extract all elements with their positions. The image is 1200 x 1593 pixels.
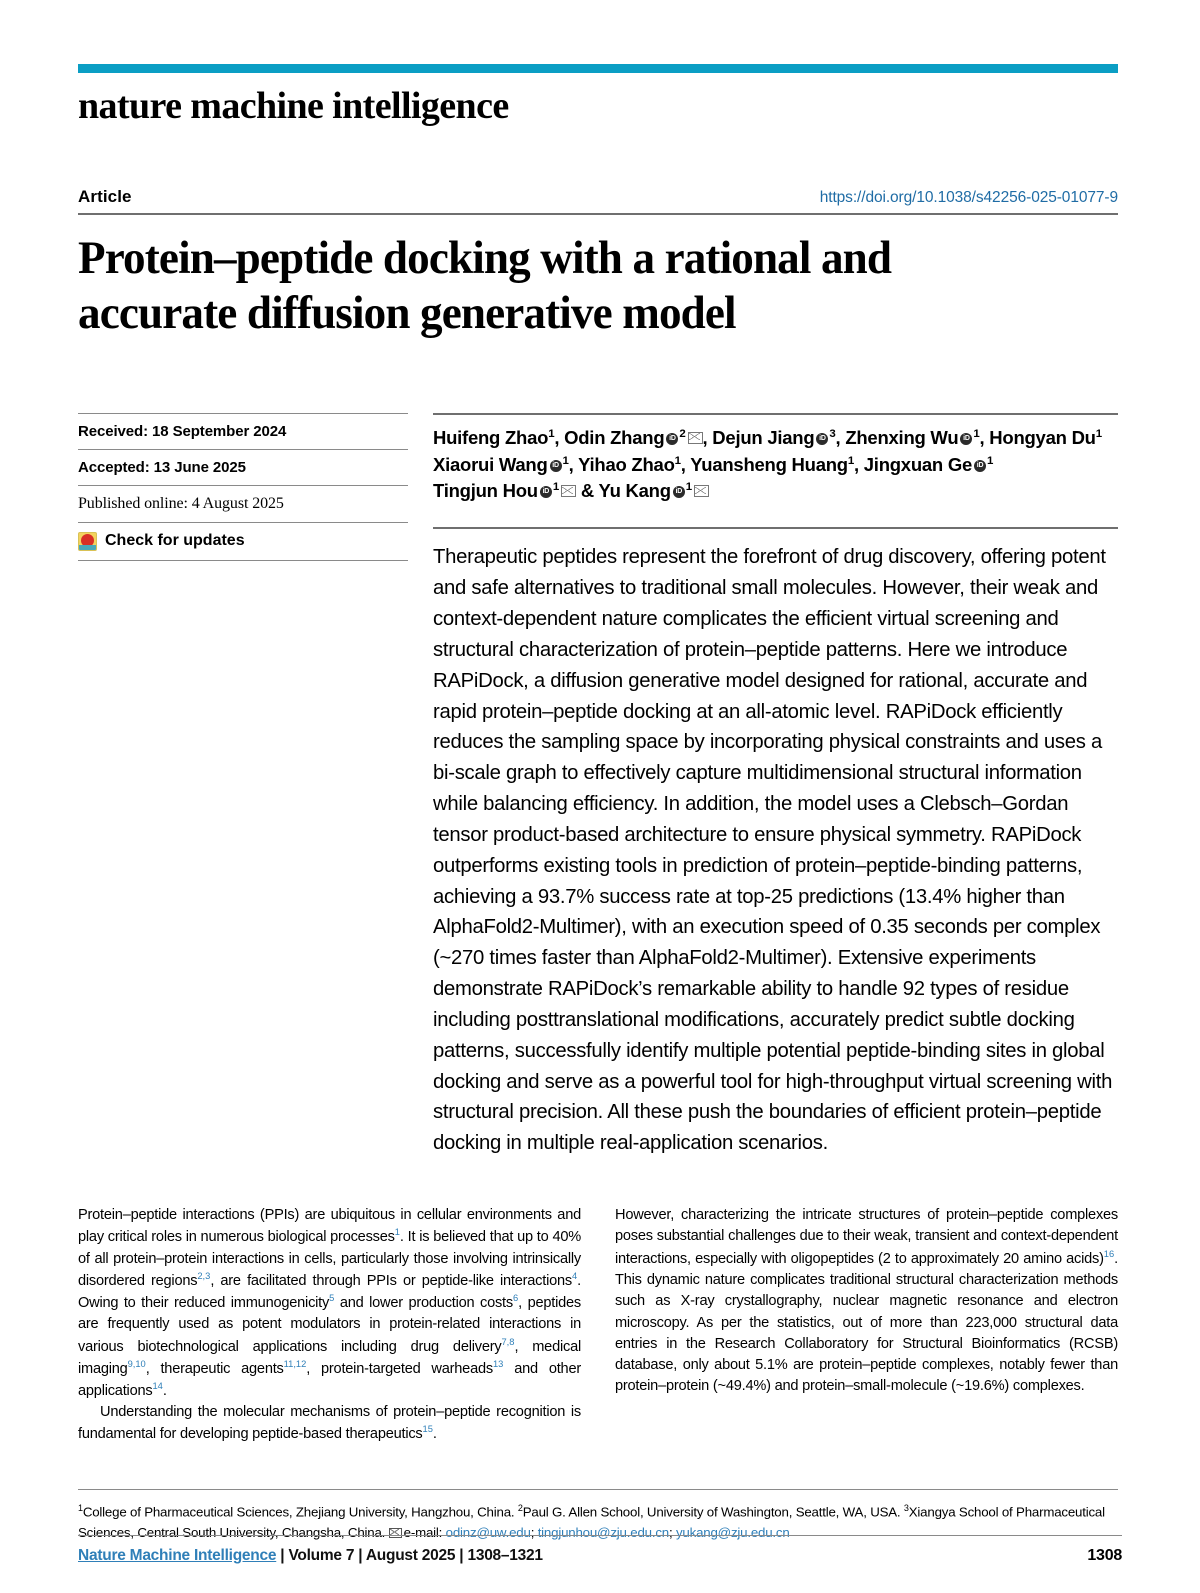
text-run: , peptides are frequently used as potent modulators in protein-related interactions in various biotechnological applications including drug delivery (78, 1294, 581, 1355)
orcid-icon[interactable] (666, 433, 678, 445)
email-link-tingjunhou[interactable]: tingjunhou@zju.edu.cn (537, 1525, 669, 1541)
article-type-label: Article (78, 186, 132, 206)
affil-sup: 2 (517, 1503, 523, 1514)
published-date: Published online: 4 August 2025 (78, 485, 408, 522)
orcid-icon[interactable] (974, 460, 986, 472)
text-run: and lower production costs (334, 1294, 513, 1311)
orcid-icon[interactable] (816, 433, 828, 445)
author-name: & Yu Kang (580, 480, 671, 502)
journal-masthead-title: nature machine intelligence (78, 85, 509, 127)
reference-marker[interactable]: 13 (492, 1358, 504, 1369)
affil-sup: 3 (903, 1503, 909, 1514)
orcid-icon[interactable] (673, 486, 685, 498)
author-affil-sup: 1 (847, 454, 854, 467)
abstract-text: Therapeutic peptides represent the forefront of drug discovery, offering potent and safe alternatives to traditional small molecules. However, their weak and context-dependent nature complicates the efficient virtual screening and structural characterization of protein–peptide patterns. Here we introduce RAPiDock, a diffusion generative model designed for rational, accurate and rapid protein–peptide docking at an all-atomic level. RAPiDock efficiently reduces the sampling space by incorporating physical constraints and uses a bi-scale graph to effectively capture multidimensional structural information while balancing efficiency. In addition, the model uses a Clebsch–Gordan tensor product-based architecture to ensure physical symmetry. RAPiDock outperforms existing tools in prediction of protein–peptide-binding patterns, achieving a 93.7% success rate at top-25 predictions (13.4% higher than AlphaFold2-Multimer), with an execution speed of 0.35 seconds per complex (~270 times faster than AlphaFold2-Multimer). Extensive experiments demonstrate RAPiDock’s remarkable ability to handle 92 types of residue including posttranslational modifications, accurately predict subtle docking patterns, successfully identify multiple potential peptide-binding sites in global docking and serve as a powerful tool for high-throughput virtual screening with structural precision. All these push the boundaries of efficient protein–peptide docking in multiple real-application scenarios. (433, 527, 1118, 1159)
reference-marker[interactable]: 6 (512, 1293, 519, 1304)
orcid-icon[interactable] (550, 460, 562, 472)
text-run: . (432, 1426, 437, 1443)
title-line-2: accurate diffusion generative model (78, 286, 736, 339)
author-name: , Yihao Zhao (568, 453, 675, 475)
reference-marker[interactable]: 4 (571, 1270, 578, 1281)
body-column-left (78, 1205, 581, 1445)
affil-sup: 1 (78, 1503, 83, 1514)
page-number: 1308 (1087, 1547, 1122, 1564)
email-label: e-mail: (403, 1525, 446, 1541)
affiliation-text: College of Pharmaceutical Sciences, Zhejiang University, Hangzhou, China. (82, 1504, 518, 1520)
crossmark-icon (78, 532, 97, 551)
reference-marker[interactable]: 9,10 (127, 1358, 146, 1369)
text-run: , protein-targeted warheads (306, 1360, 493, 1377)
body-column-right (615, 1205, 1118, 1445)
author-name: , Jingxuan Ge (853, 453, 973, 475)
text-run: , therapeutic agents (145, 1360, 284, 1377)
affiliation-text: Paul G. Allen School, University of Washington, Seattle, WA, USA. (522, 1504, 904, 1520)
text-run: Protein–peptide interactions (PPIs) are ubiquitous in cellular environments and play critical roles in numerous biological processes (78, 1207, 581, 1246)
header-divider (78, 213, 1118, 215)
author-name: , Dejun Jiang (702, 426, 815, 448)
check-for-updates[interactable] (78, 522, 408, 561)
text-run: Understanding the molecular mechanisms of protein–peptide recognition is fundamental for developing peptide-based therapeutics (78, 1404, 581, 1443)
author-list (433, 413, 1118, 505)
doi-link[interactable]: https://doi.org/10.1038/s42256-025-01077-9 (819, 188, 1118, 206)
column-gap (408, 413, 433, 1159)
page-content (78, 0, 1118, 1544)
author-affil-sup: 3 (829, 427, 836, 440)
author-affil-sup: 1 (973, 427, 980, 440)
accepted-date: Accepted: 13 June 2025 (78, 449, 408, 485)
author-affil-sup: 1 (685, 481, 692, 494)
email-link-odinz[interactable]: odinz@uw.edu (445, 1525, 531, 1541)
author-name: , Yuansheng Huang (680, 453, 848, 475)
text-run: . It is believed that up to 40% of all protein–protein interactions in cells, particularly those involving intrinsically disordered regions (78, 1229, 581, 1289)
email-link-yukang[interactable]: yukang@zju.edu.cn (675, 1525, 790, 1541)
check-for-updates-label: Check for updates (105, 532, 245, 550)
author-affil-sup: 1 (1095, 427, 1102, 440)
footer-row (78, 1547, 1122, 1565)
paragraph (615, 1205, 1118, 1398)
author-affil-sup: 1 (674, 454, 681, 467)
page-title (78, 231, 1076, 341)
reference-marker[interactable]: 11,12 (283, 1358, 307, 1369)
page-footer (78, 1535, 1122, 1565)
text-run: and other applications (78, 1360, 581, 1399)
reference-marker[interactable]: 15 (422, 1424, 433, 1435)
author-affil-sup: 1 (562, 454, 569, 467)
author-name: Huifeng Zhao (433, 426, 549, 448)
footer-volume-info: | Volume 7 | August 2025 | 1308–1321 (276, 1547, 543, 1564)
text-run: , medical imaging (78, 1338, 581, 1377)
article-type-row (78, 187, 1118, 207)
text-run: . This dynamic nature complicates traditional structural characterization methods such as X-ray crystallography, nuclear magnetic resonance and electron microscopy. As per the statistics, out of more than 223,000 structural data entries in the Research Collaboratory for Structural Bioinformatics (RCSB) database, only about 5.1% are protein–peptide complexes, notably fewer than protein–protein (~49.4%) and protein–small-molecule (~19.6%) complexes. (615, 1250, 1118, 1395)
author-affil-sup: 1 (548, 427, 555, 440)
paragraph (78, 1205, 581, 1402)
authors-and-abstract-column (433, 413, 1118, 1159)
footer-divider (78, 1535, 1122, 1536)
author-name: , Hongyan Du (979, 426, 1096, 448)
text-run: . Owing to their reduced immunogenicity (78, 1272, 582, 1311)
body-columns (78, 1205, 1118, 1445)
email-icon[interactable] (688, 432, 703, 444)
body-column-gap (581, 1205, 615, 1445)
publication-dates-column (78, 413, 408, 1159)
reference-marker[interactable]: 7,8 (501, 1336, 515, 1347)
author-name: , Zhenxing Wu (835, 426, 959, 448)
reference-marker[interactable]: 5 (329, 1293, 335, 1304)
text-run: However, characterizing the intricate structures of protein–peptide complexes poses substantial challenges due to their weak, transient and context-dependent interactions, especially with oligopeptides (2 to approximately 20 amino acids) (615, 1207, 1118, 1267)
email-icon[interactable] (561, 485, 576, 497)
author-affil-sup: 2 (679, 427, 686, 440)
author-affil-sup: 1 (552, 481, 559, 494)
affiliation-text: Xiangya School of Pharmaceutical Sciences, Central South University, Changsha, China. (78, 1504, 1105, 1541)
paragraph (78, 1402, 581, 1445)
title-line-1: Protein–peptide docking with a rational and (78, 231, 892, 284)
author-name: Tingjun Hou (433, 480, 538, 502)
separator: ; (530, 1525, 538, 1541)
email-icon[interactable] (694, 485, 709, 497)
author-affil-sup: 1 (987, 454, 994, 467)
reference-marker[interactable]: 2,3 (197, 1270, 211, 1281)
text-run: . (162, 1382, 167, 1399)
author-name: Xiaorui Wang (433, 453, 548, 475)
metadata-and-abstract (78, 413, 1118, 1159)
reference-marker[interactable]: 14 (152, 1380, 163, 1391)
footer-citation (78, 1547, 543, 1565)
reference-marker[interactable]: 16 (1103, 1248, 1115, 1259)
footer-journal-link[interactable]: Nature Machine Intelligence (78, 1547, 277, 1564)
reference-marker[interactable]: 1 (394, 1227, 400, 1238)
orcid-icon[interactable] (540, 486, 552, 498)
received-date: Received: 18 September 2024 (78, 413, 408, 449)
separator: ; (668, 1525, 676, 1541)
orcid-icon[interactable] (960, 433, 972, 445)
text-run: , are facilitated through PPIs or peptide-like interactions (210, 1272, 572, 1289)
author-name: , Odin Zhang (554, 426, 665, 448)
brand-accent-bar (78, 64, 1118, 73)
